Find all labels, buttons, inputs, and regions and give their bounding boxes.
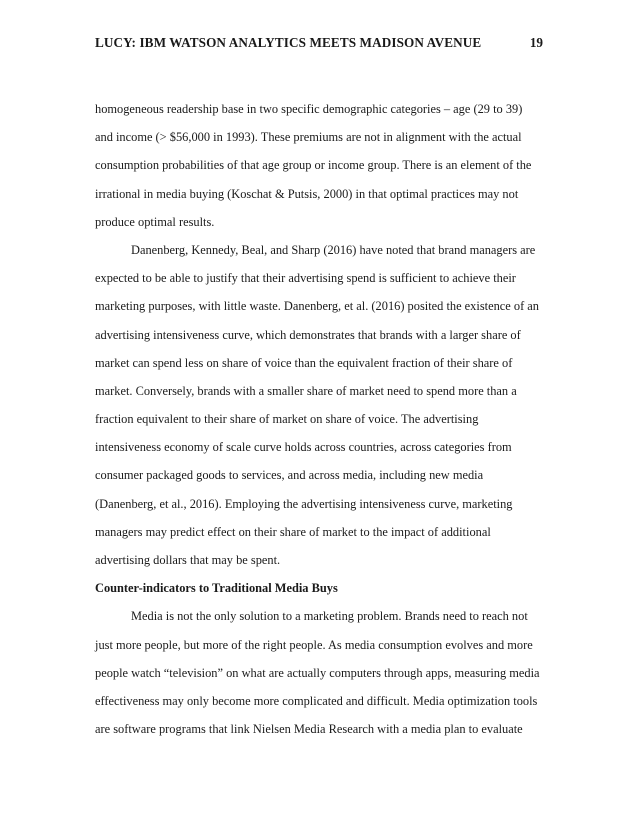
section-heading: Counter-indicators to Traditional Media Buys	[95, 581, 338, 596]
text-line: marketing purposes, with little waste. Danenberg, et al. (2016) posited the existence of an	[95, 299, 539, 314]
text-line: market. Conversely, brands with a smaller share of market need to spend more than a	[95, 383, 517, 398]
text-line: irrational in media buying (Koschat & Putsis, 2000) in that optimal practices may not	[95, 186, 519, 201]
text-line: intensiveness economy of scale curve holds across countries, across categories from	[95, 440, 512, 455]
text-line: are software programs that link Nielsen Media Research with a media plan to evaluate	[95, 722, 523, 737]
text-line: expected to be able to justify that their advertising spend is sufficient to achieve their	[95, 271, 516, 286]
text-line: people watch “television” on what are actually computers through apps, measuring media	[95, 665, 540, 680]
page-number: 19	[529, 35, 543, 50]
text-line: homogeneous readership base in two specific demographic categories – age (29 to 39)	[95, 102, 523, 116]
text-line: and income (> $56,000 in 1993). These premiums are not in alignment with the actual	[95, 130, 522, 145]
text-line: advertising dollars that may be spent.	[95, 553, 281, 567]
text-line: effectiveness may only become more complicated and difficult. Media optimization tools	[95, 693, 538, 708]
text-line: advertising intensiveness curve, which demonstrates that brands with a larger share of	[95, 327, 521, 342]
text-line: consumer packaged goods to services, and across media, including new media	[95, 468, 484, 483]
text-line: produce optimal results.	[95, 214, 215, 229]
paragraph-start-line: Media is not the only solution to a marketing problem. Brands need to reach not	[131, 609, 528, 624]
text-line: market can spend less on share of voice than the equivalent fraction of their share of	[95, 355, 513, 370]
body-text	[95, 95, 555, 743]
text-line: just more people, but more of the right people. As media consumption evolves and more	[95, 637, 533, 652]
text-line: fraction equivalent to their share of market on share of voice. The advertising	[95, 412, 479, 427]
paragraph-start-line: Danenberg, Kennedy, Beal, and Sharp (2016) have noted that brand managers are	[131, 242, 536, 257]
text-line: (Danenberg, et al., 2016). Employing the advertising intensiveness curve, marketing	[95, 496, 513, 511]
text-line: managers may predict effect on their share of market to the impact of additional	[95, 524, 491, 539]
running-head: LUCY: IBM WATSON ANALYTICS MEETS MADISON AVENUE	[95, 35, 482, 50]
text-line: consumption probabilities of that age group or income group. There is an element of the	[95, 158, 532, 173]
